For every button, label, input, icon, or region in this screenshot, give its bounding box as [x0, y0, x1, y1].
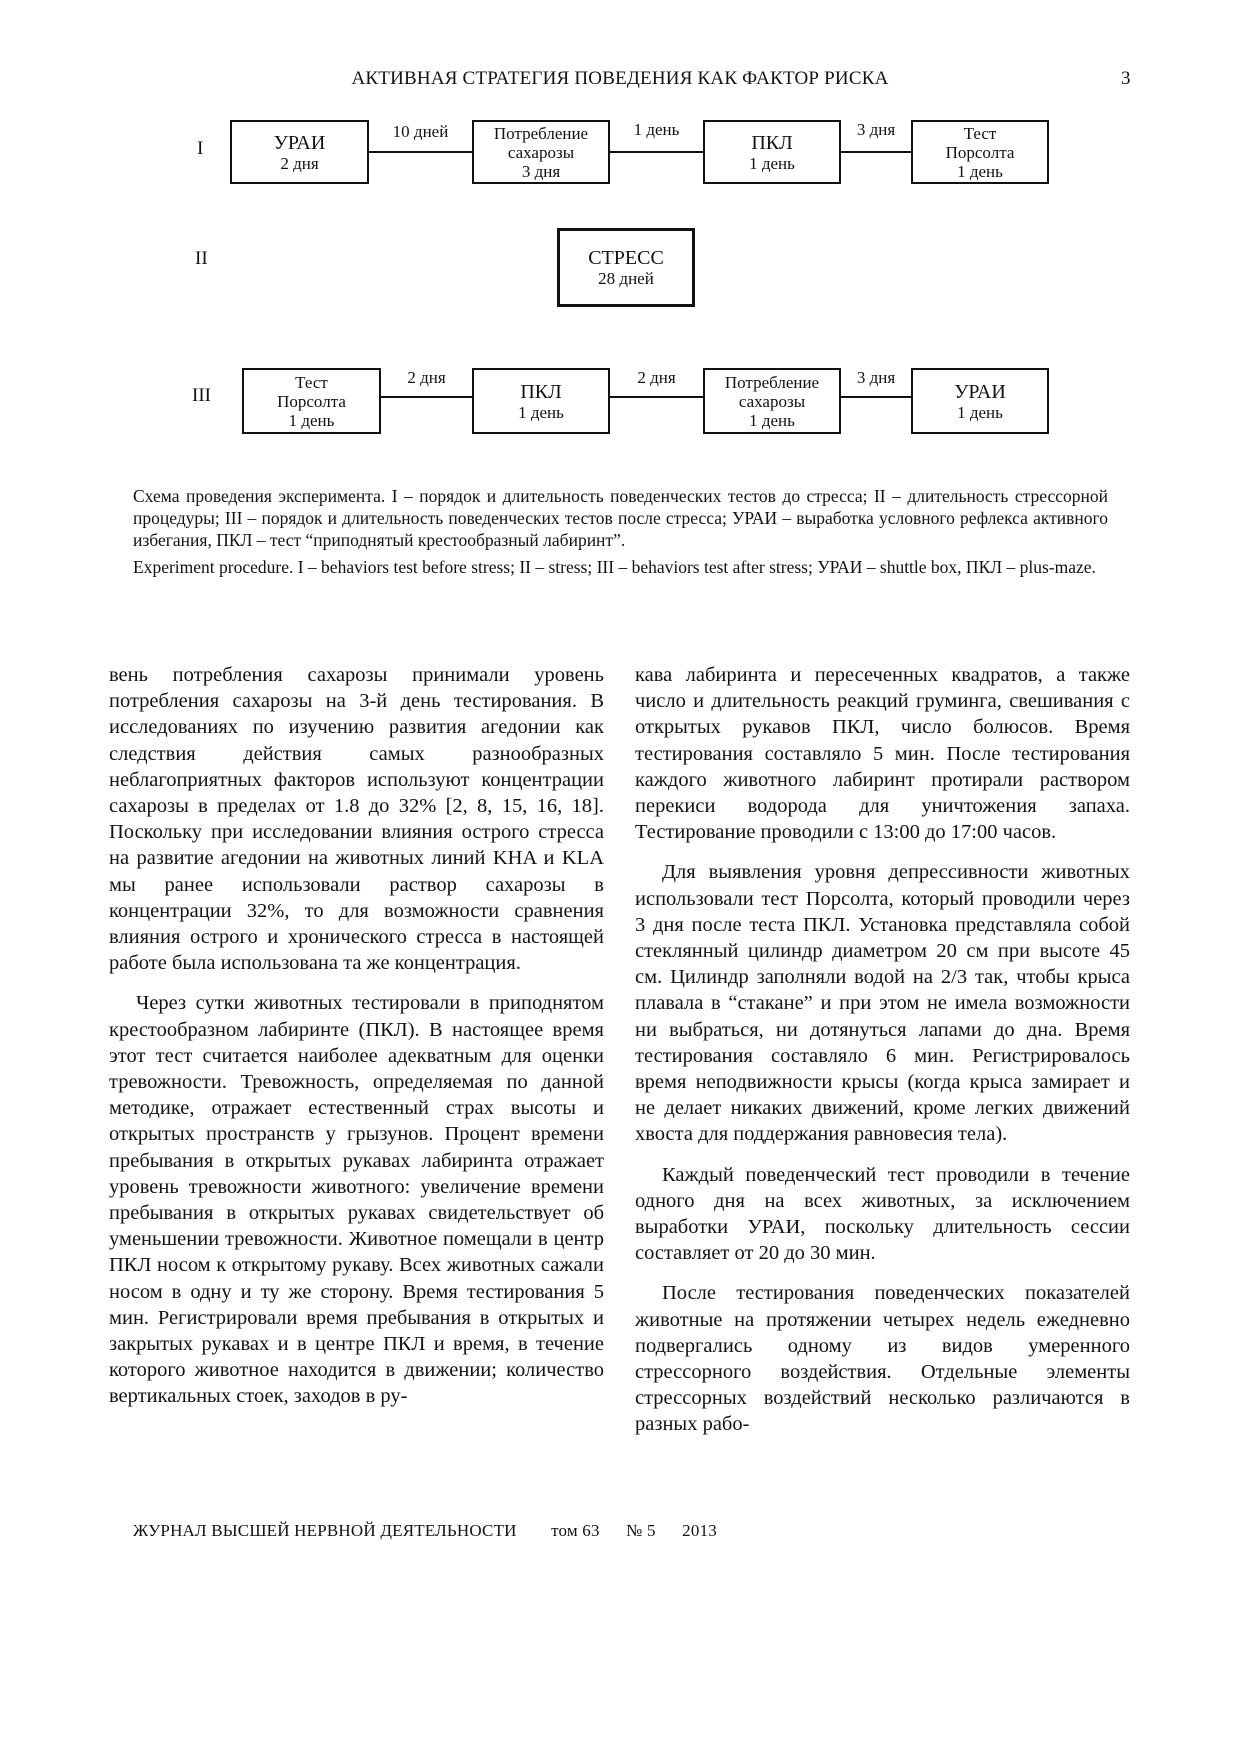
box-duration: 3 дня [521, 161, 561, 181]
box-title: Тест [963, 123, 997, 143]
box-title: Потребление [724, 372, 820, 392]
box-sucrose-after [703, 368, 841, 434]
box-duration: 1 день [288, 410, 335, 430]
box-porsolt-before [911, 120, 1049, 184]
box-duration: 1 день [749, 153, 795, 173]
box-porsolt-after [242, 368, 381, 434]
journal-footer [133, 1521, 739, 1541]
row-label-i: I [197, 138, 204, 159]
box-sucrose-before [472, 120, 610, 184]
box-duration: 1 день [749, 410, 795, 430]
caption-russian: Схема проведения эксперимента. I – порядок и длительность поведенческих тестов до стресса; II – длительность стрессорной процедуры; III – порядок и длительность поведенческих тестов после стресса; УРАИ – выработка условного рефлекса активного избегания, ПКЛ – тест “приподнятый крестообразный лабиринт”. [133, 486, 1108, 550]
connector-line [369, 151, 472, 153]
running-title: АКТИВНАЯ СТРАТЕГИЯ ПОВЕДЕНИЯ КАК ФАКТОР РИСКА [351, 68, 889, 89]
box-plus-maze-after [472, 368, 610, 434]
box-duration: 1 день [957, 402, 1003, 422]
box-duration: 28 дней [598, 269, 654, 288]
left-column [109, 662, 604, 1424]
box-title: Тест [295, 372, 328, 392]
journal-year: 2013 [682, 1521, 717, 1540]
box-shuttle-box-before [230, 120, 369, 184]
box-title: СТРЕСС [588, 247, 664, 269]
page-number: 3 [1121, 68, 1131, 89]
interval-label: 2 дня [407, 368, 446, 387]
connector-line [841, 151, 911, 153]
connector-line [841, 396, 911, 398]
caption-english: Experiment procedure. I – behaviors test before stress; II – stress; III – behaviors test after stress; УРАИ – shuttle box, ПКЛ – plus-maze. [133, 557, 1096, 577]
right-column [635, 662, 1130, 1452]
paragraph: Через сутки животных тестировали в приподнятом крестообразном лабиринте (ПКЛ). В настоящее время этот тест считается наиболее адекватным для оценки тревожности. Тревожность, определяемая по данной методике, отражает естественный страх высоты и открытых пространств у грызунов. Процент времени пребывания в открытых рукавах лабиринта отражает уровень тревожности животного: увеличение времени пребывания в открытых рукавах свидетельствует об уменьшении тревожности. Животное помещали в центр ПКЛ носом к открытому рукаву. Всех животных сажали носом в одну и ту же сторону. Время тестирования 5 мин. Регистрировали время пребывания в открытых и закрытых рукавах и в центре ПКЛ и время, в течение которого животное находится в движении; количество вертикальных стоек, заходов в ру- [109, 992, 604, 1408]
interval-label: 2 дня [637, 368, 676, 387]
paragraph: Каждый поведенческий тест проводили в течение одного дня на всех животных, за исключением выработки УРАИ, поскольку длительность сессии составляет от 20 до 30 мин. [635, 1163, 1130, 1265]
box-duration: 1 день [518, 402, 564, 422]
box-line: Порсолта [277, 391, 346, 411]
connector-line [381, 396, 472, 398]
box-line: сахарозы [507, 142, 575, 162]
figure-caption [133, 485, 1108, 583]
connector-line [610, 151, 703, 153]
box-stress [557, 228, 695, 307]
journal-volume: том 63 [551, 1521, 600, 1540]
box-line: сахарозы [738, 391, 806, 411]
interval-label: 3 дня [856, 120, 896, 139]
box-shuttle-box-after [911, 368, 1049, 434]
interval-label: 10 дней [392, 122, 449, 141]
interval-label: 1 день [633, 120, 680, 139]
box-duration: 1 день [957, 161, 1003, 181]
paragraph: Для выявления уровня депрессивности животных использовали тест Порсолта, который проводили через 3 дня после теста ПКЛ. Установка представляла собой стеклянный цилиндр диаметром 20 см при высоте 45 см. Цилиндр заполняли водой на 2/3 так, чтобы крыса плавала в “стакане” и при этом не имела возможности ни выбраться, ни дотянуться лапами до дна. Время тестирования составляло 6 мин. Регистрировалось время неподвижности крысы (когда крыса замирает и не делает никаких движений, кроме легких движений хвоста для поддержания равновесия тела). [635, 861, 1130, 1146]
box-line: Порсолта [945, 142, 1015, 162]
paragraph: кава лабиринта и пересеченных квадратов, а также число и длительность реакций груминга, свешивания с открытых рукавов ПКЛ, число болюсов. Время тестирования составляло 5 мин. После тестирования каждого животного лабиринт протирали раствором перекиси водорода для уничтожения запаха. Тестирование проводили с 13:00 до 17:00 часов. [635, 664, 1130, 844]
journal-issue: № 5 [626, 1521, 656, 1540]
box-title: УРАИ [954, 380, 1006, 403]
journal-name: ЖУРНАЛ ВЫСШЕЙ НЕРВНОЙ ДЕЯТЕЛЬНОСТИ [133, 1521, 517, 1540]
row-label-iii: III [192, 385, 211, 406]
box-title: УРАИ [273, 131, 326, 154]
paragraph: вень потребления сахарозы принимали уровень потребления сахарозы на 3-й день тестирования. В исследованиях по изучению развития агедонии как следствия действия самых разнообразных неблагоприятных факторов используют концентрации сахарозы в пределах от 1.8 до 32% [2, 8, 15, 16, 18]. Поскольку при исследовании влияния острого стресса на развитие агедонии на животных линий KHA и KLA мы ранее использовали раствор сахарозы в концентрации 32%, то для возможности сравнения влияния острого и хронического стресса в настоящей работе была использована та же концентрация. [109, 664, 604, 975]
interval-label: 3 дня [856, 368, 896, 387]
box-title: ПКЛ [751, 131, 793, 154]
box-title: ПКЛ [520, 380, 562, 403]
paragraph: После тестирования поведенческих показателей животные на протяжении четырех недель ежедневно подвергались одному из видов умеренного стрессорного воздействия. Отдельные элементы стрессорных воздействий несколько различаются в разных рабо- [635, 1282, 1130, 1436]
connector-line [610, 396, 703, 398]
box-duration: 2 дня [280, 153, 319, 173]
experiment-scheme-diagram [0, 0, 1240, 470]
box-plus-maze-before [703, 120, 841, 184]
box-title: Потребление [493, 123, 589, 143]
row-label-ii: II [195, 248, 208, 269]
